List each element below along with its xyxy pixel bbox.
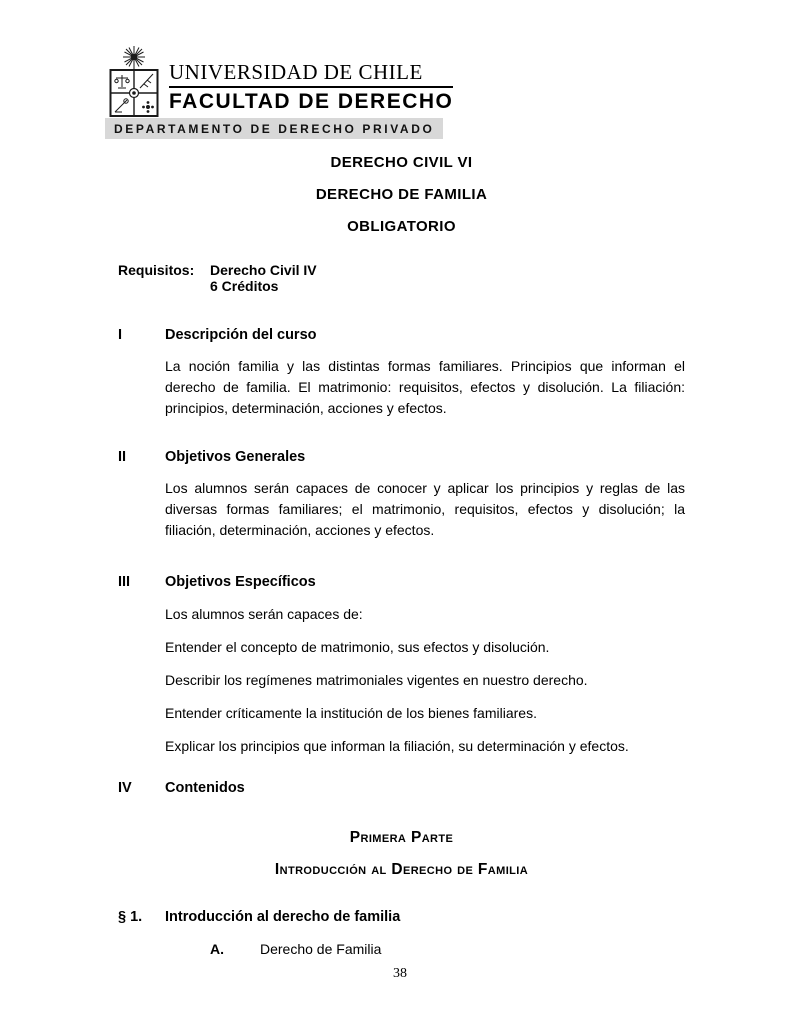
section-heading-1 [118,327,685,344]
section-heading-4 [118,780,685,797]
section-1-paragraph: La noción familia y las distintas formas familiares. Principios que informan el derecho de familia. El matrimonio: requisitos, efectos y disolución. La filiación: principios, determinación, acciones y efectos. [165,358,685,416]
section-number: II [118,449,127,465]
letterhead [106,44,453,120]
section-number: III [118,574,131,590]
requirements-label: Requisitos: [118,262,195,278]
part-subtitle: Introducción al Derecho de Familia [274,861,529,878]
universidad-de-chile-crest-logo [106,44,162,120]
paragraph-number: § 1. [118,909,143,925]
requirements-block [118,262,685,294]
course-subtitle: DERECHO DE FAMILIA [315,186,488,203]
letterhead-text [169,44,453,114]
objective-intro: Los alumnos serán capaces de: [165,606,363,622]
section-title: Contenidos [165,780,245,796]
requirement-credits: 6 Créditos [210,278,279,294]
objective-item: Entender críticamente la institución de los bienes familiares. [165,705,537,721]
section-title: Descripción del curso [165,327,317,343]
paragraph-1-heading [118,909,685,926]
university-name: UNIVERSIDAD DE CHILE [169,60,453,88]
department-banner: DEPARTAMENTO DE DERECHO PRIVADO [105,118,443,139]
list-item-a [210,941,685,958]
objective-item: Entender el concepto de matrimonio, sus efectos y disolución. [165,639,550,655]
document-body [0,150,800,958]
objective-item: Describir los regímenes matrimoniales vigentes en nuestro derecho. [165,672,588,688]
list-item-text: Derecho de Familia [260,941,382,957]
requirements-values [210,262,317,294]
section-title: Objetivos Generales [165,449,306,465]
section-number: IV [118,780,132,796]
course-modality: OBLIGATORIO [347,218,456,235]
faculty-name: FACULTAD DE DERECHO [169,90,454,113]
section-number: I [118,327,123,343]
section-heading-2 [118,449,685,466]
course-title: DERECHO CIVIL VI [330,154,473,171]
section-2-paragraph: Los alumnos serán capaces de conocer y aplicar los principios y reglas de las diversas formas familiares; el matrimonio, requisitos, efectos y disolución; la filiación, determinación, acciones y efectos. [165,480,685,538]
page-number: 38 [393,966,407,981]
section-heading-3 [118,574,685,591]
paragraph-title: Introducción al derecho de familia [165,909,401,925]
list-item-letter: A. [210,941,224,957]
section-title: Objetivos Específicos [165,574,316,590]
part-title: Primera Parte [349,829,454,846]
objective-item: Explicar los principios que informan la filiación, su determinación y efectos. [165,738,629,754]
requirement-course: Derecho Civil IV [210,262,317,278]
